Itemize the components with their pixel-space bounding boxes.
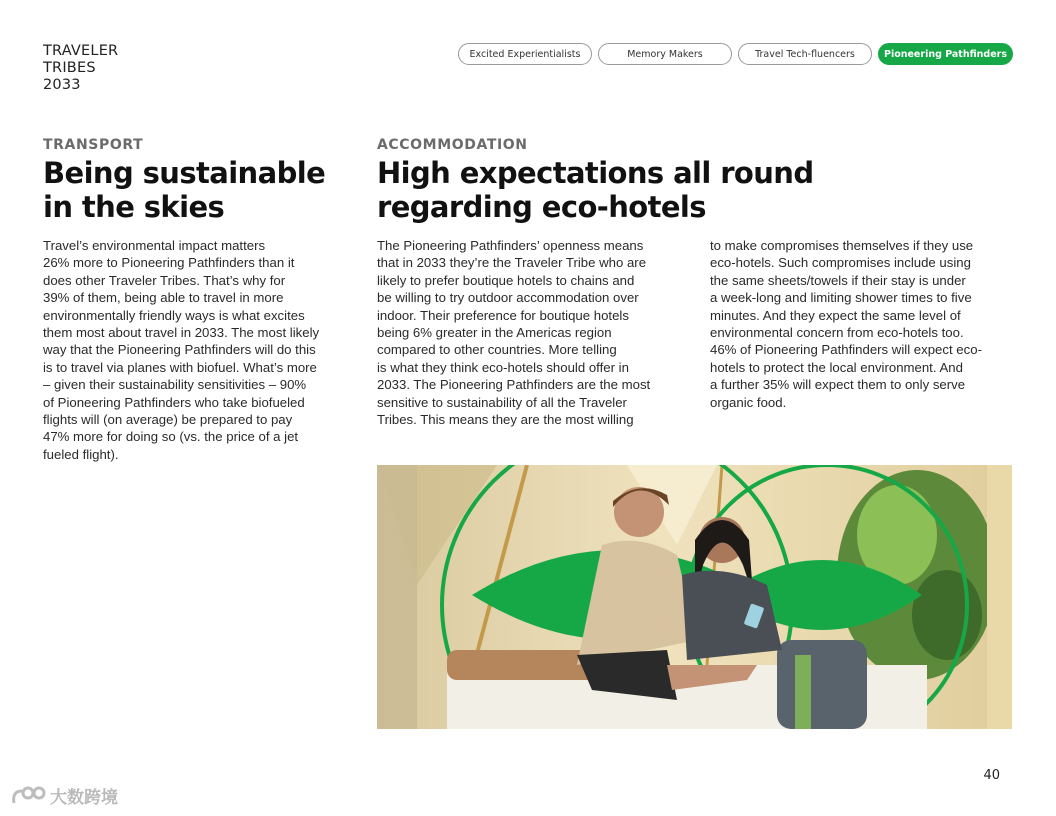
body-line: organic food. [710,394,787,410]
accommodation-body-col1 [377,237,650,428]
body-line: is what they think eco-hotels should offer in [377,359,629,375]
pillow [447,650,597,680]
accommodation-kicker: ACCOMMODATION [377,137,528,153]
body-line: Tribes. This means they are the most willing [377,412,634,428]
body-line: eco-hotels. Such compromises include using [710,255,971,271]
body-line: 39% of them, being able to travel in more [43,290,284,306]
body-line: be willing to try outdoor accommodation over [377,290,639,306]
transport-headline-line: in the skies [43,190,225,224]
foliage [912,570,982,660]
transport-headline-line: Being sustainable [43,156,326,190]
accommodation-body-col2 [710,237,982,411]
brand-line-2: TRIBES [43,60,96,76]
body-line: being 6% greater in the Americas region [377,325,612,341]
body-line: of Pioneering Pathfinders who take biofueled [43,394,305,410]
body-line: fueled flight). [43,446,119,462]
body-line: them most about travel in 2033. The most likely [43,325,320,341]
photo-illustration [377,465,1012,729]
body-line: is to travel via planes with biofuel. What’s more [43,359,317,375]
body-line: 2033. The Pioneering Pathfinders are the most [377,377,651,393]
body-line: the same sheets/towels if their stay is under [710,272,966,288]
accommodation-headline-line: High expectations all round [377,156,814,190]
body-line: to make compromises themselves if they use [710,238,974,253]
watermark-text: 大数跨境 [50,788,118,808]
watermark-logo-icon [10,785,46,807]
body-line: Travel’s environmental impact matters [43,238,266,253]
body-line: flights will (on average) be prepared to pay [43,412,293,428]
watermark [10,783,118,808]
backpack [777,640,867,729]
body-line: likely to prefer boutique hotels to chains and [377,272,635,288]
accommodation-headline [377,156,814,224]
body-line: a further 35% will expect them to only serve [710,377,966,393]
tribe-tabs [458,43,1013,65]
brand-line-1: TRAVELER [43,43,119,59]
body-line: environmental concern from eco-hotels too. [710,325,964,341]
body-line: a week-long and limiting shower times to five [710,290,972,306]
body-line: 46% of Pioneering Pathfinders will expect eco- [710,342,982,358]
body-line: does other Traveler Tribes. That’s why for [43,272,286,288]
tab-travel-tech-fluencers[interactable]: Travel Tech-fluencers [738,43,872,65]
page-number: 40 [983,768,1000,783]
brand-title [43,43,118,94]
body-line: – given their sustainability sensitivities – 90% [43,377,307,393]
body-line: hotels to protect the local environment. And [710,359,963,375]
tab-excited-experientialists[interactable]: Excited Experientialists [458,43,592,65]
transport-headline [43,156,325,224]
body-line: way that the Pioneering Pathfinders will do this [43,342,316,358]
tab-pioneering-pathfinders[interactable]: Pioneering Pathfinders [878,43,1013,65]
body-line: that in 2033 they’re the Traveler Tribe who are [377,255,647,271]
body-line: 47% more for doing so (vs. the price of a jet [43,429,299,445]
backpack-strap [795,655,811,729]
tent-flap [377,465,417,729]
glamping-tent-photo [377,465,1012,729]
body-line: environmentally friendly ways is what excites [43,307,305,323]
body-line: compared to other countries. More telling [377,342,617,358]
body-line: sensitive to sustainability of all the Traveler [377,394,627,410]
body-line: indoor. Their preference for boutique hotels [377,307,629,323]
body-line: 26% more to Pioneering Pathfinders than it [43,255,295,271]
brand-line-3: 2033 [43,77,81,93]
transport-kicker: TRANSPORT [43,137,144,153]
body-line: The Pioneering Pathfinders’ openness means [377,238,644,253]
tent-flap [987,465,1012,729]
accommodation-headline-line: regarding eco-hotels [377,190,706,224]
transport-body [43,237,319,463]
tab-memory-makers[interactable]: Memory Makers [598,43,732,65]
body-line: minutes. And they expect the same level of [710,307,961,323]
